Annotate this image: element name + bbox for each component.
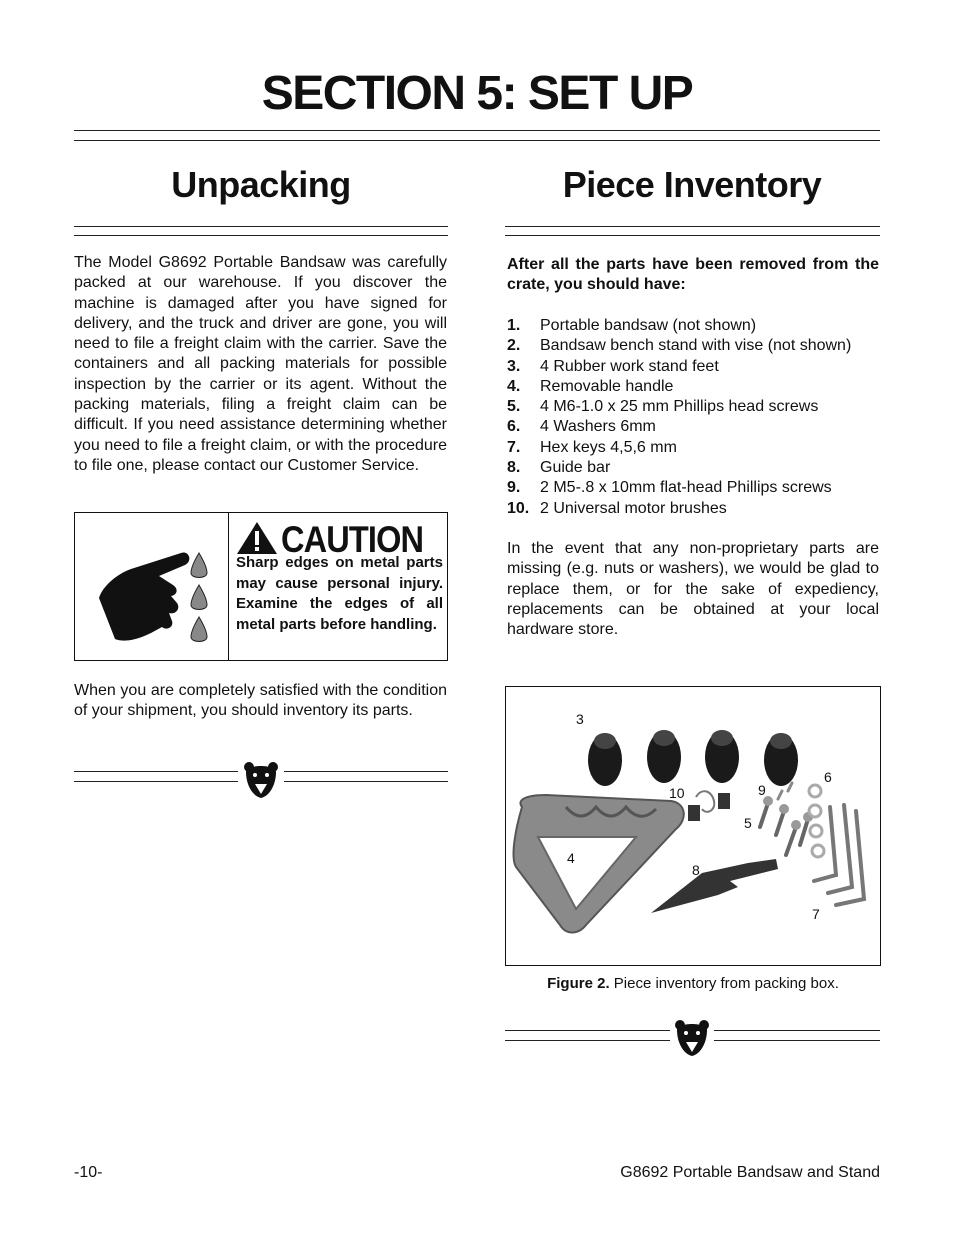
list-item: 6. 4 Washers 6mm: [507, 418, 656, 436]
list-item: 1. Portable bandsaw (not shown): [507, 317, 757, 334]
list-item: 9. 2 M5-.8 x 10mm flat-head Phillips screws: [507, 479, 832, 497]
right-divider-line-b1: [714, 1030, 880, 1031]
figure-caption-label: Figure 2.: [547, 975, 610, 992]
figure-label-8: 8: [692, 862, 700, 878]
right-divider-line-a2: [505, 1040, 670, 1041]
caution-text: Sharp edges on metal parts may cause personal injury. Examine the edges of all metal parts before handling.: [236, 554, 443, 633]
list-item: 8. Guide bar: [507, 459, 611, 477]
inventory-intro: After all the parts have been removed from the crate, you should have:: [507, 256, 879, 294]
parts-figure: [505, 686, 881, 966]
left-divider-line-b2: [284, 781, 448, 782]
warning-triangle-icon: [236, 521, 278, 555]
left-divider-line-a2: [74, 781, 238, 782]
left-divider-line-b1: [284, 771, 448, 772]
figure-label-7: 7: [812, 906, 820, 922]
caution-divider: [228, 513, 229, 660]
section-title: SECTION 5: SET UP: [261, 67, 693, 120]
inventory-rule-top: [505, 226, 880, 227]
right-divider-line-a1: [505, 1030, 670, 1031]
replacement-note: In the event that any non-proprietary parts are missing (e.g. nuts or washers), we would be glad to replace them, or for the sake of expediency, replacements can be obtained at your local hardware store.: [507, 540, 879, 639]
unpacking-rule-top: [74, 226, 448, 227]
figure-label-10: 10: [669, 785, 685, 801]
cut-finger-icon: [89, 535, 219, 647]
bear-logo-icon: [673, 1018, 711, 1058]
list-item: 5. 4 M6-1.0 x 25 mm Phillips head screws: [507, 398, 819, 416]
list-item: 7. Hex keys 4,5,6 mm: [507, 438, 677, 456]
figure-label-6: 6: [824, 769, 832, 785]
parts-photo: [506, 687, 880, 965]
bear-logo-icon: [242, 760, 280, 800]
inventory-title: Piece Inventory: [562, 164, 822, 205]
figure-label-5: 5: [744, 815, 752, 831]
satisfied-paragraph: When you are completely satisfied with the condition of your shipment, you should inventory its parts.: [74, 682, 447, 720]
caution-box: [74, 512, 448, 661]
inventory-rule-bottom: [505, 235, 880, 236]
figure-label-4: 4: [567, 850, 575, 866]
unpacking-title: Unpacking: [171, 164, 351, 205]
list-item: 4. Removable handle: [507, 377, 674, 395]
unpacking-rule-bottom: [74, 235, 448, 236]
list-item: 2. Bandsaw bench stand with vise (not shown): [507, 337, 852, 355]
list-item: 10. 2 Universal motor brushes: [507, 499, 727, 517]
figure-label-9: 9: [758, 782, 766, 798]
figure-caption: [505, 975, 881, 992]
title-rule-bottom: [74, 140, 880, 141]
caution-word: CAUTION: [281, 519, 424, 560]
list-item: 3. 4 Rubber work stand feet: [507, 357, 719, 375]
right-divider-line-b2: [714, 1040, 880, 1041]
left-divider-line-a1: [74, 771, 238, 772]
figure-caption-text: Piece inventory from packing box.: [609, 975, 839, 992]
rubber-foot-icon: [588, 731, 798, 786]
unpacking-paragraph: The Model G8692 Portable Bandsaw was carefully packed at our warehouse. If you discover the machine is damaged after you have signed for delivery, and the truck and driver are gone, you will need to file a freight claim with the carrier. Save the containers and all packing materials for possible inspection by the carrier or its agent. Without the packing materials, filing a freight claim can be difficult. If you need assistance determining whether you need to file a freight claim, or with the procedure to file one, please contact our Customer Service.: [74, 254, 447, 474]
footer-product: G8692 Portable Bandsaw and Stand: [620, 1164, 880, 1181]
figure-label-3: 3: [576, 711, 584, 727]
inventory-list: [507, 316, 887, 519]
title-rule-top: [74, 130, 880, 131]
page-number: -10-: [74, 1164, 103, 1181]
